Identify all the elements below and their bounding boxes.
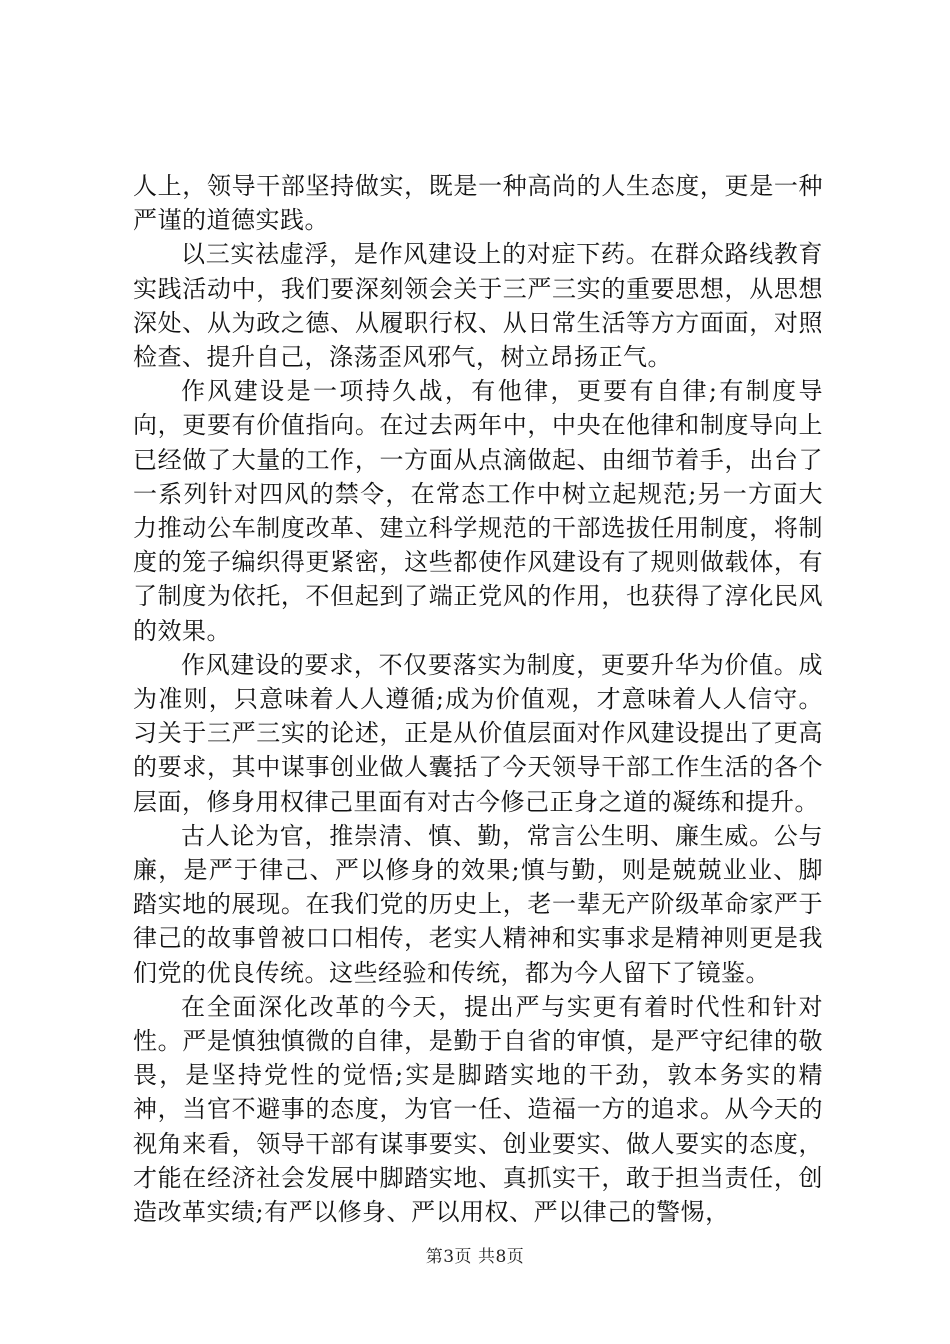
page-number-footer: 第3页 共8页 <box>425 1247 525 1267</box>
paragraph-6: 在全面深化改革的今天，提出严与实更有着时代性和针对性。严是慎独慎微的自律，是勤于自省的审慎，是严守纪律的敬畏，是坚持党性的觉悟;实是脚踏实地的干劲，敦本务实的精神，当官不避事的态度，为官一任、造福一方的追求。从今天的视角来看，领导干部有谋事要实、创业要实、做人要实的态度，才能在经济社会发展中脚踏实地、真抓实干，敢于担当责任，创造改革实绩;有严以修身、严以用权、严以律己的警惕， <box>133 992 823 1227</box>
paragraph-3: 作风建设是一项持久战，有他律，更要有自律;有制度导向，更要有价值指向。在过去两年中，中央在他律和制度导向上已经做了大量的工作，一方面从点滴做起、由细节着手，出台了一系列针对四风的禁令，在常态工作中树立起规范;另一方面大力推动公车制度改革、建立科学规范的干部选拔任用制度，将制度的笼子编织得更紧密，这些都使作风建设有了规则做载体，有了制度为依托，不但起到了端正党风的作用，也获得了淳化民风的效果。 <box>133 377 823 645</box>
paragraph-2: 以三实祛虚浮，是作风建设上的对症下药。在群众路线教育实践活动中，我们要深刻领会关于三严三实的重要思想，从思想深处、从为政之德、从履职行权、从日常生活等方方面面，对照检查、提升自己，涤荡歪风邪气，树立昂扬正气。 <box>133 240 823 372</box>
document-body <box>133 169 823 1229</box>
paragraph-4: 作风建设的要求，不仅要落实为制度，更要升华为价值。成为准则，只意味着人人遵循;成为价值观，才意味着人人信守。习关于三严三实的论述，正是从价值层面对作风建设提出了更高的要求，其中谋事创业做人囊括了今天领导干部工作生活的各个层面，修身用权律己里面有对古今修己正身之道的凝练和提升。 <box>133 650 823 816</box>
paragraph-5: 古人论为官，推崇清、慎、勤，常言公生明、廉生威。公与廉，是严于律己、严以修身的效果;慎与勤，则是兢兢业业、脚踏实地的展现。在我们党的历史上，老一辈无产阶级革命家严于律己的故事曾被口口相传，老实人精神和实事求是精神则更是我们党的优良传统。这些经验和传统，都为今人留下了镜鉴。 <box>133 821 823 987</box>
paragraph-1: 人上，领导干部坚持做实，既是一种高尚的人生态度，更是一种严谨的道德实践。 <box>133 172 823 235</box>
